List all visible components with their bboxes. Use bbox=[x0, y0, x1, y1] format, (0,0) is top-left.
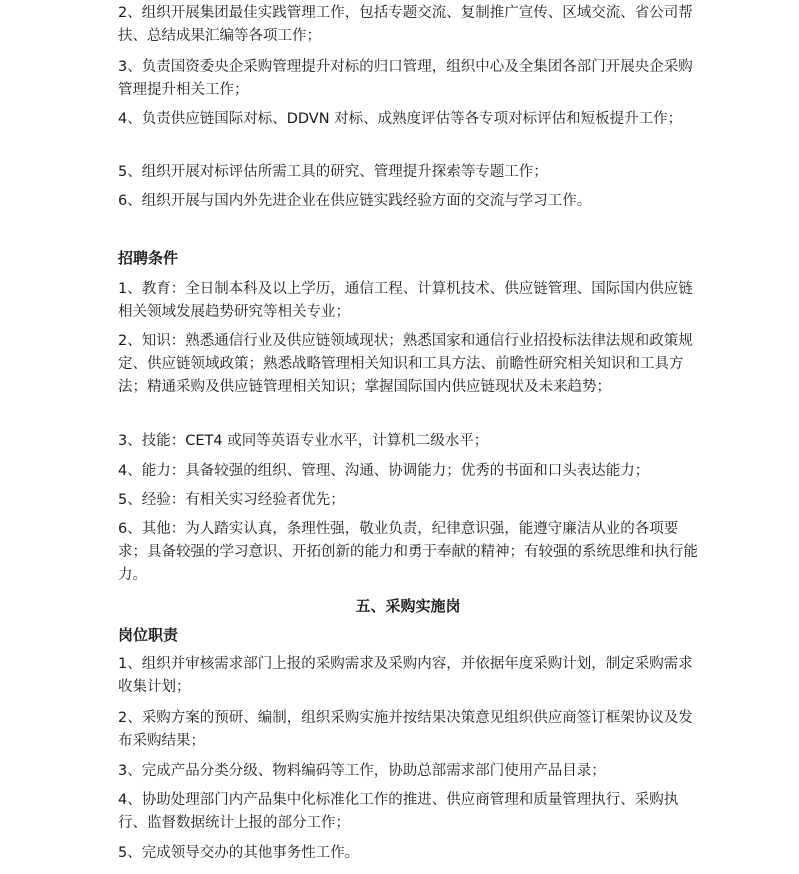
duty-item-4: 4、负责供应链国际对标、DDVN 对标、成熟度评估等各专项对标评估和短板提升工作； bbox=[118, 111, 683, 127]
duty-item-2: 2、采购方案的预研、编制，组织采购实施并按结果决策意见组织供应商签订框架协议及发布采购结果； bbox=[118, 710, 693, 749]
requirement-item-1: 1、教育：全日制本科及以上学历，通信工程、计算机技术、供应链管理、国际国内供应链相关领域发展趋势研究等相关专业； bbox=[118, 281, 693, 320]
requirements-heading: 招聘条件 bbox=[118, 249, 179, 267]
duty-item-5: 5、组织开展对标评估所需工具的研究、管理提升探索等专题工作； bbox=[118, 164, 548, 180]
section-title: 五、采购实施岗 bbox=[355, 597, 461, 615]
duty-item-5: 5、完成领导交办的其他事务性工作。 bbox=[118, 845, 360, 861]
duty-item-1: 1、组织并审核需求部门上报的采购需求及采购内容，并依据年度采购计划，制定采购需求收集计划； bbox=[118, 656, 693, 695]
duty-item-2: 2、组织开展集团最佳实践管理工作，包括专题交流、复制推广宣传、区域交流、省公司帮扶、总结成果汇编等各项工作； bbox=[118, 5, 693, 44]
requirement-item-4: 4、能力：具备较强的组织、管理、沟通、协调能力；优秀的书面和口头表达能力； bbox=[118, 463, 650, 479]
requirement-item-3: 3、技能：CET4 或同等英语专业水平，计算机二级水平； bbox=[118, 433, 489, 449]
duties-heading: 岗位职责 bbox=[118, 626, 179, 644]
requirement-item-5: 5、经验：有相关实习经验者优先； bbox=[118, 492, 345, 508]
requirement-item-6: 6、其他：为人踏实认真，条理性强，敬业负责，纪律意识强，能遵守廉洁从业的各项要求；具备较强的学习意识、开拓创新的能力和勇于奉献的精神；有较强的系统思维和执行能力。 bbox=[118, 521, 698, 583]
duty-item-6: 6、组织开展与国内外先进企业在供应链实践经验方面的交流与学习工作。 bbox=[118, 193, 592, 209]
requirement-item-2: 2、知识：熟悉通信行业及供应链领域现状；熟悉国家和通信行业招投标法律法规和政策规定、供应链领域政策；熟悉战略管理相关知识和工具方法、前瞻性研究相关知识和工具方法；精通采购及供应链管理相关知识；掌握国际国内供应链现状及未来趋势； bbox=[118, 333, 693, 395]
duty-item-3: 3、负责国资委央企采购管理提升对标的归口管理，组织中心及全集团各部门开展央企采购管理提升相关工作； bbox=[118, 59, 693, 98]
duty-item-4: 4、协助处理部门内产品集中化标准化工作的推进、供应商管理和质量管理执行、采购执行、监督数据统计上报的部分工作； bbox=[118, 792, 679, 831]
duty-item-3: 3、完成产品分类分级、物料编码等工作，协助总部需求部门使用产品目录； bbox=[118, 763, 606, 779]
